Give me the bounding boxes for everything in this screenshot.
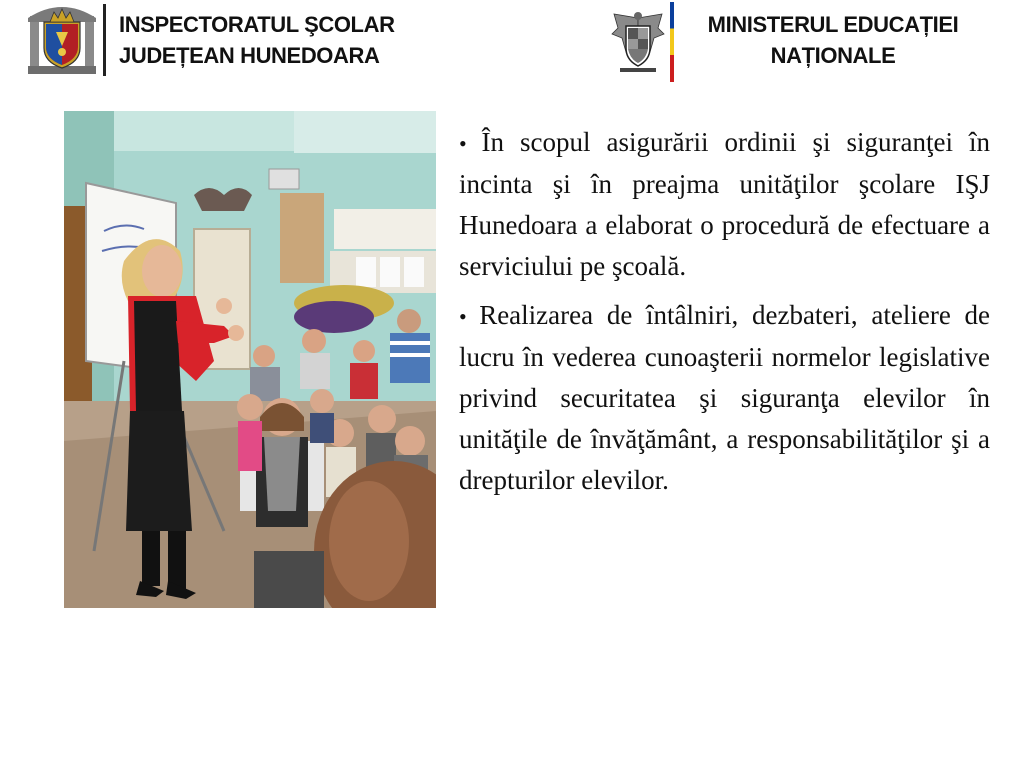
county-coat-of-arms-icon <box>26 2 98 76</box>
bullet-item-2 <box>459 295 990 501</box>
inspectorate-title <box>119 9 395 71</box>
inspectorate-title-line1: INSPECTORATUL ŞCOLAR <box>119 12 395 37</box>
classroom-photo <box>64 111 436 608</box>
bullet-item-1 <box>459 122 990 287</box>
bullet-text-1: În scopul asigurării ordinii şi siguranţei în incinta şi în preajma unităţilor şcolare IŞJ Hunedoara a elaborat o procedură de efectuare a serviciului pe şcoală. <box>459 127 990 281</box>
inspectorate-title-line2: JUDEȚEAN HUNEDOARA <box>119 43 380 68</box>
romania-coat-of-arms-icon <box>610 8 666 74</box>
ministry-title-line1: MINISTERUL EDUCAȚIEI <box>707 12 959 37</box>
header-divider-left <box>103 4 106 76</box>
bullet-dot: • <box>459 304 480 329</box>
flag-tricolor-divider <box>670 2 674 82</box>
bullet-dot: • <box>459 131 482 156</box>
ministry-title-line2: NAȚIONALE <box>770 43 896 68</box>
ministry-title <box>690 9 976 71</box>
bullet-list <box>459 122 990 501</box>
bullet-text-2: Realizarea de întâlniri, dezbateri, ateliere de lucru în vederea cunoaşterii normelor legislative privind securitatea şi siguranţa elevilor în unităţile de învăţământ, a responsabilităţilor şi a drepturilor elevilor. <box>459 300 991 495</box>
